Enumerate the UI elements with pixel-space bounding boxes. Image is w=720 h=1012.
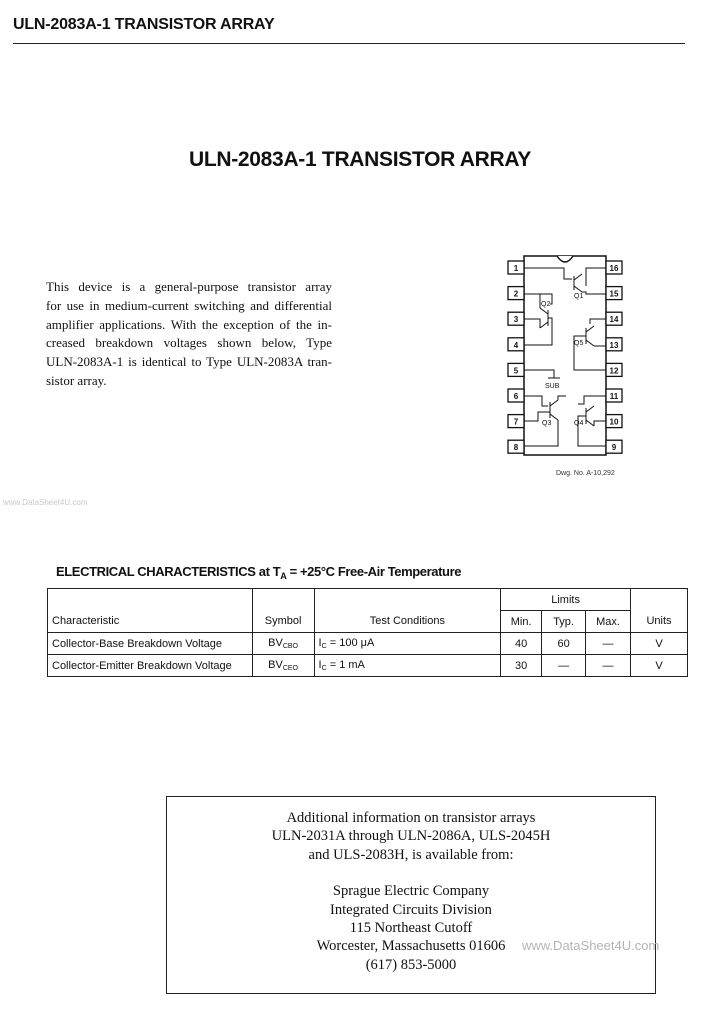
info-street: 115 Northeast Cutoff — [349, 920, 473, 937]
pin-diagram — [494, 246, 644, 491]
page-title: ULN-2083A-1 TRANSISTOR ARRAY — [188, 148, 532, 171]
intro-line: amplifier applications. With the exception of the in- — [46, 316, 332, 332]
sub-label: SUB — [545, 383, 560, 390]
cell-test-conditions: $I_C = 100$ μA — [314, 633, 501, 655]
pin-number: 13 — [609, 340, 619, 350]
cell-min: 40 — [501, 633, 542, 655]
pin-number: 9 — [611, 443, 617, 453]
electrical-characteristics-table — [47, 588, 688, 677]
pin-number: 6 — [513, 392, 519, 401]
pin-number: 7 — [513, 417, 519, 427]
pin-number: 10 — [609, 417, 619, 427]
q4-label: Q4 — [574, 420, 584, 427]
header-units: Units — [631, 611, 688, 633]
pin-number: 1 — [513, 264, 519, 273]
table-header-row-1 — [48, 589, 688, 611]
pin-number: 15 — [609, 289, 619, 299]
table-row — [48, 655, 688, 677]
pin-number: 16 — [609, 264, 619, 273]
pin-number: 12 — [609, 366, 619, 376]
cell-units: V — [631, 655, 688, 677]
info-phone: (617) 853-5000 — [365, 956, 457, 973]
cell-typ: — — [542, 655, 586, 677]
header-cell — [631, 589, 688, 611]
header-rule — [13, 43, 685, 44]
cell-min: 30 — [501, 655, 542, 677]
electrical-characteristics-title: ELECTRICAL CHARACTERISTICS at $T_A = +25^\circ C$ Free-Air Temperature — [56, 564, 462, 581]
intro-line: creased breakdown voltages shown below, Type — [46, 335, 332, 351]
pin-number: 11 — [609, 392, 619, 401]
intro-line: This device is a general-purpose transistor array — [46, 279, 332, 294]
header-symbol: Symbol — [252, 611, 314, 633]
info-division: Integrated Circuits Division — [330, 901, 492, 918]
header-max: Max. — [586, 611, 631, 633]
info-line: ULN-2031A through ULN-2086A, ULS-2045H — [271, 828, 551, 845]
table-row — [48, 633, 688, 655]
drawing-number: Dwg. No. A-10,292 — [556, 470, 615, 477]
watermark-big: www.DataSheet4U.com — [522, 938, 660, 953]
cell-characteristic: Collector-Emitter Breakdown Voltage — [48, 655, 253, 677]
q2-label: Q2 — [541, 301, 551, 308]
header-min: Min. — [501, 611, 542, 633]
pin-number: 8 — [513, 443, 519, 453]
header-cell — [314, 589, 501, 611]
header-test-conditions: Test Conditions — [314, 611, 501, 633]
q1-label: Q1 — [574, 293, 584, 300]
cell-max: — — [586, 655, 631, 677]
header-limits: Limits — [501, 589, 631, 611]
info-company: Sprague Electric Company — [332, 883, 490, 900]
pin-number: 3 — [513, 315, 519, 325]
header-cell — [48, 589, 253, 611]
intro-line: for use in medium-current switching and differential — [46, 297, 332, 313]
cell-max: — — [586, 633, 631, 655]
header-characteristic: Characteristic — [48, 611, 253, 633]
info-line: Additional information on transistor arrays — [286, 810, 536, 826]
intro-line: ULN-2083A-1 is identical to Type ULN-2083A tran- — [46, 354, 332, 370]
info-city: Worcester, Massachusetts 01606 — [316, 938, 506, 955]
intro-line: sistor array. — [46, 372, 107, 388]
intro-paragraph — [46, 278, 332, 391]
cell-symbol: $BV_{CEO}$ — [252, 655, 314, 677]
info-line: and ULS-2083H, is available from: — [308, 846, 514, 863]
watermark-small: www.DataSheet4U.com — [3, 498, 88, 507]
q3-label: Q3 — [542, 420, 552, 427]
cell-units: V — [631, 633, 688, 655]
cell-symbol: $BV_{CBO}$ — [252, 633, 314, 655]
info-box — [166, 796, 656, 994]
header-cell — [252, 589, 314, 611]
cell-test-conditions: $I_C = 1$ mA — [314, 655, 501, 677]
pin-number: 5 — [513, 366, 519, 376]
q5-label: Q5 — [574, 340, 584, 347]
pin-number: 4 — [513, 340, 519, 350]
cell-typ: 60 — [542, 633, 586, 655]
header-typ: Typ. — [542, 611, 586, 633]
pin-number: 14 — [609, 315, 619, 325]
cell-characteristic: Collector-Base Breakdown Voltage — [48, 633, 253, 655]
running-header: ULN-2083A-1 TRANSISTOR ARRAY — [13, 16, 275, 33]
table-header-row-2 — [48, 611, 688, 633]
pin-number: 2 — [513, 289, 519, 299]
